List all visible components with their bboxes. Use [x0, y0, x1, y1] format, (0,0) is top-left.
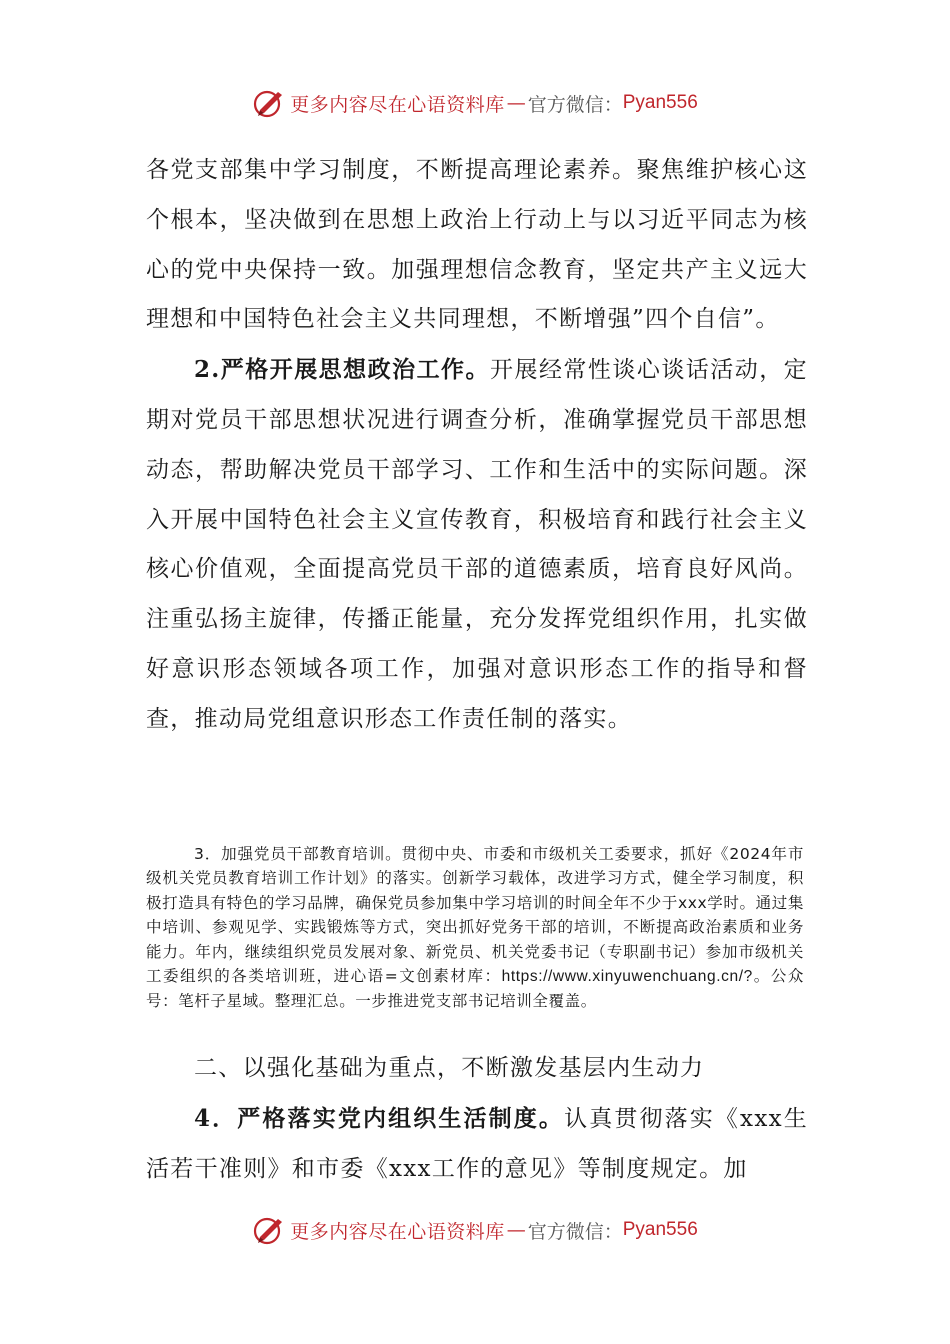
paragraph-2 — [146, 345, 808, 744]
paragraph-3-lead: 3．加强党员干部教育培训。贯彻中央、市委和市级机关工委要求，抓好《2024年市级机关党员教育培训工作计划》的落实。创新学习载体，改进学习方式，健全学习制度，积极打造具有特色的学习品牌，确保党员参加集中学习培训的时间全年不少于xxx学时。通过集中培训、参观见学、实践锻炼等方式，突出抓好党务干部的培训，不断提高政治素质和业务能力。年内，继续组织党员发展对象、新党员、机关党委书记（专职副书记）参加市级机关工委组织的各类培训班，进心语=文创素材库： — [146, 845, 804, 986]
paragraph-1: 各党支部集中学习制度，不断提高理论素养。聚焦维护核心这个根本，坚决做到在思想上政治上行动上与以习近平同志为核心的党中央保持一致。加强理想信念教育，坚定共产主义远大理想和中国特色社会主义共同理想，不断增强”四个自信”。 — [146, 157, 808, 333]
banner-wechat-label: 官方微信： — [527, 1220, 623, 1243]
banner-text: 更多内容尽在心语资料库 — [290, 1220, 505, 1243]
paragraph-4 — [146, 1094, 808, 1195]
paragraph-3 — [146, 842, 804, 1014]
banner-separator: — — [506, 1219, 526, 1241]
banner-separator: — — [506, 92, 526, 114]
banner-wechat-id: Pyan556 — [622, 92, 698, 113]
banner-wechat-label: 官方微信： — [527, 93, 623, 116]
main-text-block — [146, 146, 808, 745]
paragraph-2-heading: 2.严格开展思想政治工作。 — [194, 356, 490, 384]
paragraph-3-url: https://www.xinyuwenchuang.cn/? — [501, 968, 753, 986]
footer-banner — [0, 1210, 950, 1250]
pen-logo-icon — [252, 86, 286, 120]
pen-logo-icon — [252, 1213, 286, 1247]
section-2-block — [146, 1044, 808, 1194]
banner-text: 更多内容尽在心语资料库 — [290, 93, 505, 116]
banner-wechat-id: Pyan556 — [622, 1219, 698, 1240]
paragraph-4-heading: 4．严格落实党内组织生活制度。 — [194, 1104, 565, 1132]
paragraph-2-body: 开展经常性谈心谈话活动，定期对党员干部思想状况进行调查分析，准确掌握党员干部思想动态，帮助解决党员干部学习、工作和生活中的实际问题。深入开展中国特色社会主义宣传教育，积极培育和践行社会主义核心价值观，全面提高党员干部的道德素质，培育良好风尚。注重弘扬主旋律，传播正能量，充分发挥党组织作用，扎实做好意识形态领域各项工作，加强对意识形态工作的指导和督查，推动局党组意识形态工作责任制的落实。 — [146, 357, 808, 732]
header-banner — [0, 83, 950, 123]
section-2-heading: 二、以强化基础为重点，不断激发基层内生动力 — [194, 1055, 705, 1081]
paragraph-4-body: 认真贯彻落实《xxx生活若干准则》和市委《xxx工作的意见》等制度规定。加 — [146, 1105, 808, 1182]
paragraph-3-tail: 。公众号：笔杆子星域。整理汇总。一步推进党支部书记培训全覆盖。 — [146, 967, 804, 1011]
